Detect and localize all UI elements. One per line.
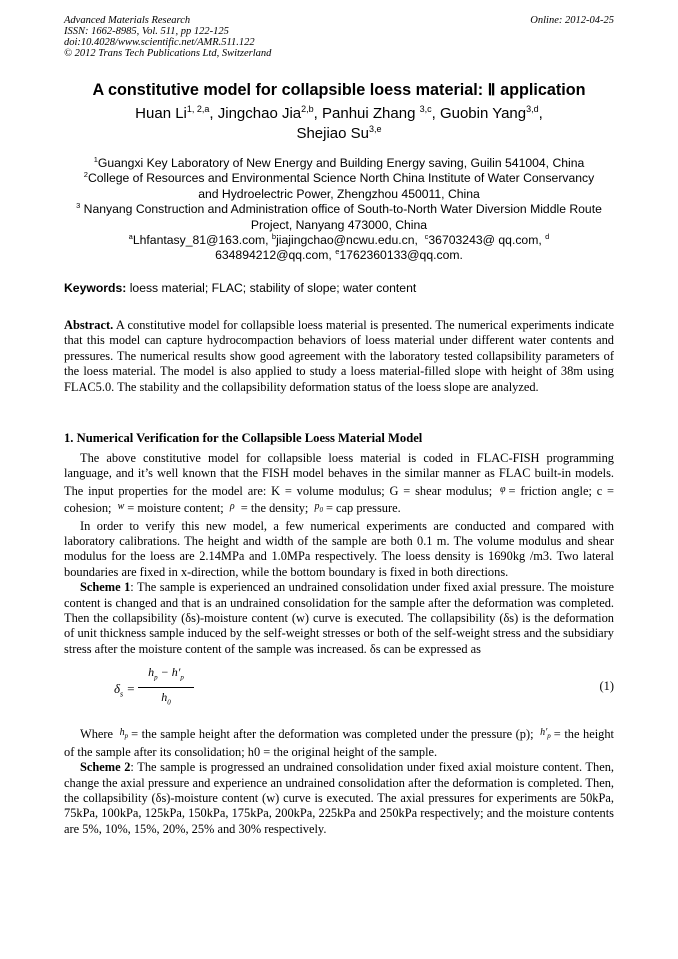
keywords-label: Keywords: (64, 281, 127, 295)
scheme2-label: Scheme 2 (80, 760, 131, 775)
para-text: = the sample height after the deformation was completed under the pressure (p); (131, 727, 534, 742)
hp-prime-symbol: h′p (540, 727, 551, 741)
author-name: Shejiao Su (296, 125, 370, 142)
email-sup: e (335, 247, 340, 257)
equation-fraction (138, 665, 194, 711)
affiliation-2-cont: and Hydroelectric Power, Zhengzhou 450011, China (198, 186, 480, 201)
affiliation-text: Guangxi Key Laboratory of New Energy and Building Energy saving, Guilin 541004, China (97, 156, 585, 170)
journal-header (64, 15, 271, 59)
email-d: 634894212@qq.com, (215, 248, 332, 263)
email-sup: c (424, 232, 429, 242)
para-text: = the height of the sample after its consolidation; h0 = the original height of the sample. (64, 727, 614, 759)
emails-line-1 (60, 233, 618, 248)
paper-title: A constitutive model for collapsible loess material: Ⅱ application (92, 81, 586, 99)
author-sup: 3,c (419, 104, 432, 114)
copyright-line: © 2012 Trans Tech Publications Ltd, Switzerland (64, 48, 272, 59)
phi-symbol: φ (499, 483, 506, 495)
email-sup: d (545, 232, 550, 242)
email-sup: a (128, 232, 133, 242)
keywords (64, 281, 616, 296)
issn-line: ISSN: 1662-8985, Vol. 511, pp 122-125 (64, 26, 229, 37)
rho-symbol: ρ (229, 501, 235, 513)
author-name: Huan Li (135, 105, 187, 122)
doi-line: doi:10.4028/www.scientific.net/AMR.511.122 (64, 37, 255, 48)
w-symbol: w (117, 501, 125, 513)
para-text: = friction angle; c = cohesion; (64, 483, 614, 516)
scheme1-label: Scheme 1 (80, 580, 131, 595)
email-sup: b (271, 232, 277, 242)
email-a: Lhfantasy_81@163.com, (132, 233, 269, 248)
email-e: 1762360133@qq.com. (339, 248, 463, 263)
author-name: Guobin Yang (439, 105, 527, 122)
email-c: 36703243@ qq.com, (428, 233, 542, 248)
affiliations (60, 156, 618, 264)
keywords-text: loess material; FLAC; stability of slope; water content (129, 281, 417, 295)
equation-number: (1) (599, 679, 614, 694)
equation-lhs: $\delta_s$ = (114, 681, 136, 699)
paragraph (64, 580, 614, 657)
author-sup: 1, 2,a (186, 104, 210, 114)
author-sup: 3,d (526, 104, 539, 114)
affiliation-2 (60, 171, 618, 186)
author-list: Huan Li$^{1, 2,a}$, Jingchao Jia$^{2,b}$, Panhui Zhang $^{3,c}$, Guobin Yang$^{3,d}$, Shejiao Su$^{3,e}$ (135, 104, 543, 142)
para-text: Where (80, 727, 114, 742)
equation-denominator: $h_0$ (161, 690, 171, 707)
abstract-label: Abstract. (64, 318, 114, 332)
paragraph (64, 760, 614, 837)
paragraph: In order to verify this new model, a few numerical experiments are conducted and compared with laboratory calibrations. The height and width of the sample are both 0.1 m. The volume modulus and shear modulus for the loess are 2.14MPa and 1.0MPa respectively. The loess density is 1690kg /m3. Two lateral boundaries are fixed in x-direction, while the bottom boundary is fixed in both directions. (64, 518, 614, 579)
abstract-text: A constitutive model for collapsible loess material is presented. The numerical experiments indicate that this model can capture hydrocompaction behaviors of loess material under different water contents and pressures. The numerical results show good agreement with the laboratory tested collapsibility parameters of the loess material. The model is also applied to study a loess material-filled slope with height of 38m using FLAC5.0. The stability and the collapsibility deformation status of the loess slope are analyzed. (64, 318, 614, 394)
para-text: = cap pressure. (325, 501, 401, 516)
hp-symbol: hp (119, 727, 129, 741)
equation-1 (64, 661, 614, 719)
paragraph (64, 451, 614, 519)
email-b: jiajingchao@ncwu.edu.cn, (276, 233, 418, 248)
para-text: The above constitutive model for collapsible loess material is coded in FLAC-FISH programming language, and it’s well known that the FISH model behaves in the similar manner as FLAC built-in models. The input properties for the model are: K = volume modulus; G = shear modulus; (64, 451, 614, 498)
affiliation-sup: 2 (83, 170, 88, 180)
affiliation-sup: 3 (76, 201, 81, 211)
para-text: = the density; (240, 501, 309, 516)
affiliation-1 (60, 156, 618, 171)
section-body (64, 451, 614, 837)
abstract (64, 318, 614, 395)
scheme2-text: : The sample is progressed an undrained consolidation under fixed axial moisture content. Then, change the axial pressure and experience an undrained consolidation after the deformation is completed. Then, the collapsibility (δs)-moisture content (w) curve is executed. The axial pressures for experiments are 50kPa, 75kPa, 100kPa, 125kPa, 150kPa, 175kPa, 200kPa, 225kPa and 250kPa respectively; and the moisture contents are 5%, 10%, 15%, 20%, 25% and 30% respectively. (64, 760, 614, 836)
affiliation-text: Nanyang Construction and Administration office of South-to-North Water Diversion Middle Route (83, 202, 602, 217)
author-sup: 3,e (369, 124, 382, 134)
author-name: Jingchao Jia (217, 105, 302, 122)
scheme1-text: : The sample is experienced an undrained consolidation under fixed axial pressure. The moisture content is changed and that is an undrained consolidation for the sample after the deformation was completed. Then the collapsibility (δs)-moisture content (w) curve is executed. The collapsibility (δs) is the deformation of unit thickness sample induced by the self-weight stresses or both of the self-weight stress and the subsidiary stress after the moisture content of the sample was increased. δs can be expressed as (64, 580, 614, 656)
para-text: = moisture content; (127, 501, 224, 516)
emails-line-2 (60, 248, 618, 263)
affiliation-sup: 1 (93, 155, 98, 164)
affiliation-3 (60, 202, 618, 217)
journal-name: Advanced Materials Research (64, 15, 191, 26)
author-name: Panhui Zhang (322, 105, 416, 122)
affiliation-3-cont: Project, Nanyang 473000, China (250, 217, 428, 232)
paragraph (64, 725, 614, 760)
affiliation-text: College of Resources and Environmental Science North China Institute of Water Conservancy (87, 171, 595, 186)
author-sup: 2,b (301, 104, 314, 114)
section-heading: 1. Numerical Verification for the Collapsible Loess Material Model (64, 431, 423, 445)
equation-numerator: $h_p - h'_p$ (138, 665, 194, 688)
online-date: Online: 2012-04-25 (530, 15, 614, 26)
p0-symbol: p0 (314, 501, 323, 515)
